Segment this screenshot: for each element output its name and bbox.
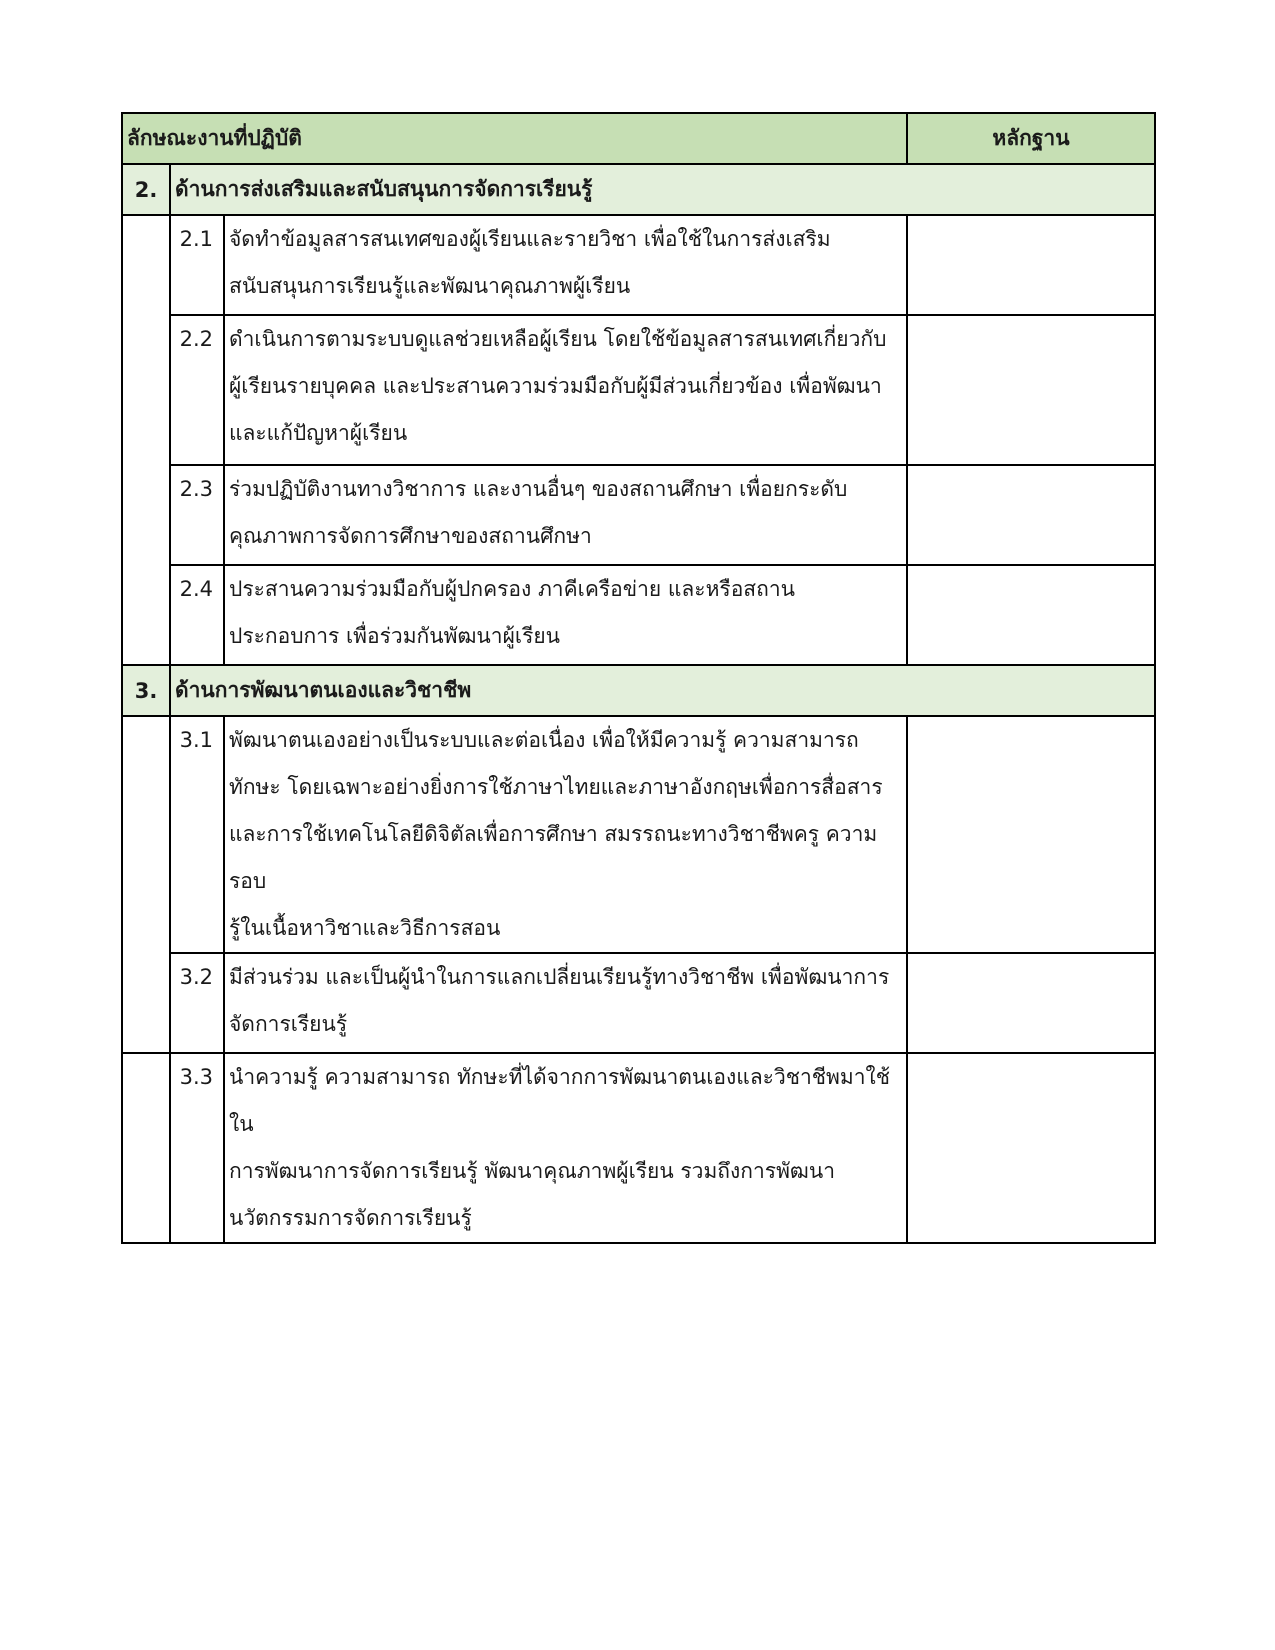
item-description [224,315,907,465]
table-row [122,565,1155,665]
item-line: นวัตกรรมการจัดการเรียนรู้ [229,1206,472,1230]
blank-cell [122,315,170,465]
item-line: ประสานความร่วมมือกับผู้ปกครอง ภาคีเครือข่าย และหรือสถาน [229,577,795,601]
section-row [122,665,1155,716]
item-line: ประกอบการ เพื่อร่วมกันพัฒนาผู้เรียน [229,624,561,648]
item-line: นำความรู้ ความสามารถ ทักษะที่ได้จากการพัฒนาตนเองและวิชาชีพมาใช้ใน [229,1065,891,1136]
item-description [224,215,907,315]
evidence-cell [907,465,1155,565]
blank-cell [122,565,170,665]
item-line: รู้ในเนื้อหาวิชาและวิธีการสอน [229,916,501,940]
section-row [122,164,1155,215]
item-number: 3.2 [170,953,224,1053]
item-line: ร่วมปฏิบัติงานทางวิชาการ และงานอื่นๆ ของสถานศึกษา เพื่อยกระดับ [229,477,848,501]
blank-cell [122,1053,170,1243]
item-line: จัดการเรียนรู้ [229,1012,348,1036]
header-task-title: ลักษณะงานที่ปฏิบัติ [122,113,907,164]
table-row [122,716,1155,953]
table-row [122,465,1155,565]
table-row [122,1053,1155,1243]
evidence-cell [907,215,1155,315]
blank-cell [122,215,170,315]
evidence-cell [907,315,1155,465]
item-description [224,953,907,1053]
section-number: 3. [122,665,170,716]
table-row [122,215,1155,315]
table-row [122,953,1155,1053]
item-line: และแก้ปัญหาผู้เรียน [229,421,408,445]
item-line: ทักษะ โดยเฉพาะอย่างยิ่งการใช้ภาษาไทยและภาษาอังกฤษเพื่อการสื่อสาร [229,775,883,799]
blank-cell [122,953,170,1053]
section-title: ด้านการส่งเสริมและสนับสนุนการจัดการเรียนรู้ [170,164,1155,215]
item-description [224,565,907,665]
item-number: 2.1 [170,215,224,315]
item-number: 3.1 [170,716,224,953]
item-number: 2.3 [170,465,224,565]
item-description [224,465,907,565]
item-line: การพัฒนาการจัดการเรียนรู้ พัฒนาคุณภาพผู้เรียน รวมถึงการพัฒนา [229,1159,836,1183]
item-line: ดำเนินการตามระบบดูแลช่วยเหลือผู้เรียน โดยใช้ข้อมูลสารสนเทศเกี่ยวกับ [229,327,887,351]
evidence-cell [907,1053,1155,1243]
item-number: 3.3 [170,1053,224,1243]
evidence-cell [907,716,1155,953]
evidence-cell [907,953,1155,1053]
item-number: 2.2 [170,315,224,465]
item-line: สนับสนุนการเรียนรู้และพัฒนาคุณภาพผู้เรียน [229,274,631,298]
table-header-row [122,113,1155,164]
table-row [122,315,1155,465]
performance-evidence-table [121,112,1156,1244]
item-line: จัดทำข้อมูลสารสนเทศของผู้เรียนและรายวิชา เพื่อใช้ในการส่งเสริม [229,227,831,251]
item-line: พัฒนาตนเองอย่างเป็นระบบและต่อเนื่อง เพื่อให้มีความรู้ ความสามารถ [229,728,859,752]
evidence-cell [907,565,1155,665]
item-description [224,1053,907,1243]
blank-cell [122,465,170,565]
item-number: 2.4 [170,565,224,665]
section-number: 2. [122,164,170,215]
item-line: คุณภาพการจัดการศึกษาของสถานศึกษา [229,524,592,548]
item-line: มีส่วนร่วม และเป็นผู้นำในการแลกเปลี่ยนเรียนรู้ทางวิชาชีพ เพื่อพัฒนาการ [229,965,890,989]
header-evidence: หลักฐาน [907,113,1155,164]
blank-cell [122,716,170,953]
item-line: และการใช้เทคโนโลยีดิจิตัลเพื่อการศึกษา สมรรถนะทางวิชาชีพครู ความรอบ [229,822,878,893]
item-line: ผู้เรียนรายบุคคล และประสานความร่วมมือกับผู้มีส่วนเกี่ยวข้อง เพื่อพัฒนา [229,374,882,398]
section-title: ด้านการพัฒนาตนเองและวิชาชีพ [170,665,1155,716]
item-description [224,716,907,953]
